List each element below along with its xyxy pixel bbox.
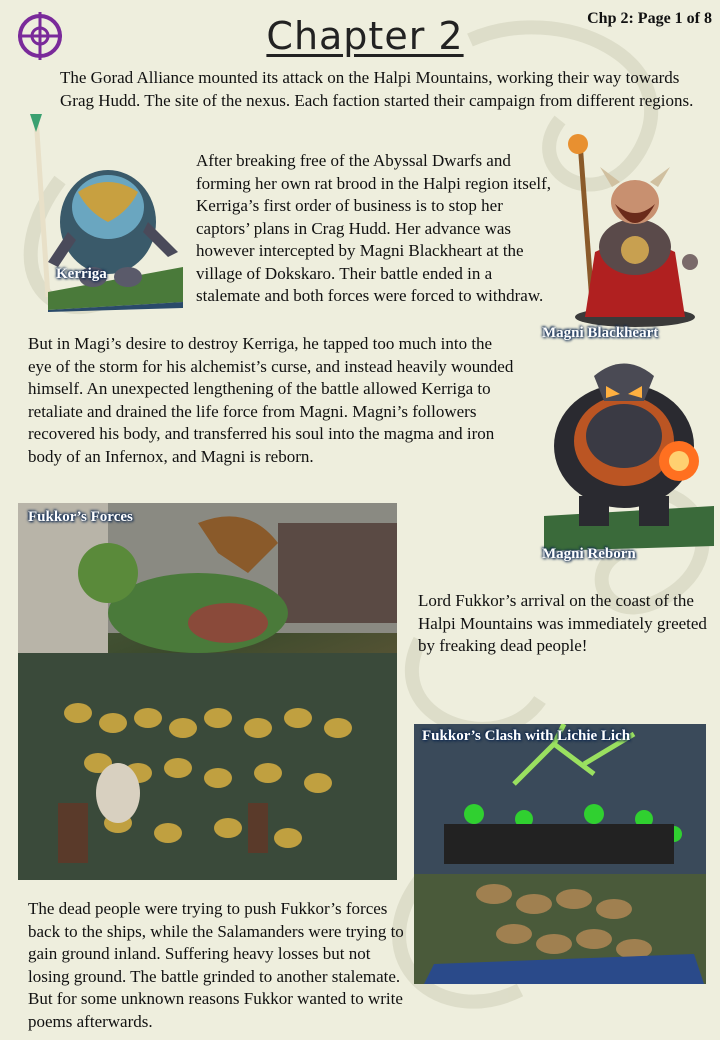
crosshair-circle-logo-icon [14,8,64,64]
page-title: Chapter 2 [266,14,464,58]
battle-photo-image [18,503,397,880]
magni-blackheart-figure [540,132,720,344]
fukkors-forces-caption: Fukkor’s Forces [28,509,133,525]
dead-people-paragraph: The dead people were trying to push Fukkor’s forces back to the ships, while the Salamanders were trying to gain ground inland. Suffering heavy losses but not losing ground. The battle grinded to another stalemate. But for some unknown reasons Fukkor wanted to write poems afterwards. [28,899,404,1031]
fukkors-forces-photo [18,503,397,880]
kerriga-figure [8,112,188,312]
magni-blackheart-miniature-image [540,132,720,344]
fukkors-clash-photo [414,724,706,984]
kerriga-paragraph: After breaking free of the Abyssal Dwarfs and forming her own rat brood in the Halpi region itself, Kerriga’s first order of business is to stop her captors’ plans in Crag Hudd. Her advance was however intercepted by Magni Blackheart at the village of Dokskaro. Their battle ended in a stalemate and both forces were forced to withdraw. [196,151,552,305]
magni-reborn-figure [524,346,720,568]
kerriga-caption: Kerriga [56,266,107,282]
page-number-label: Chp 2: Page 1 of 8 [587,10,712,27]
magni-blackheart-caption: Magni Blackheart [542,325,659,341]
fukkors-clash-caption: Fukkor’s Clash with Lichie Lich [422,728,631,744]
magi-paragraph: But in Magi’s desire to destroy Kerriga, he tapped too much into the eye of the storm for his alchemist’s curse, and instead heavily wounded himself. An unexpected lengthening of the battle allowed Kerriga to retaliate and drained the life force from Magni. Magni’s followers recovered his body, and transferred his soul into the magma and iron body of an Infernox, and Magni is reborn. [28,334,514,466]
lord-fukkor-paragraph: Lord Fukkor’s arrival on the coast of the Halpi Mountains was immediately greeted by freaking dead people! [418,591,707,655]
intro-paragraph: The Gorad Alliance mounted its attack on the Halpi Mountains, working their way towards Grag Hudd. The site of the nexus. Each faction started their campaign from different regions. [60,68,694,110]
clash-photo-image [414,724,706,984]
magni-reborn-miniature-image [524,346,720,568]
magni-reborn-caption: Magni Reborn [542,546,636,562]
